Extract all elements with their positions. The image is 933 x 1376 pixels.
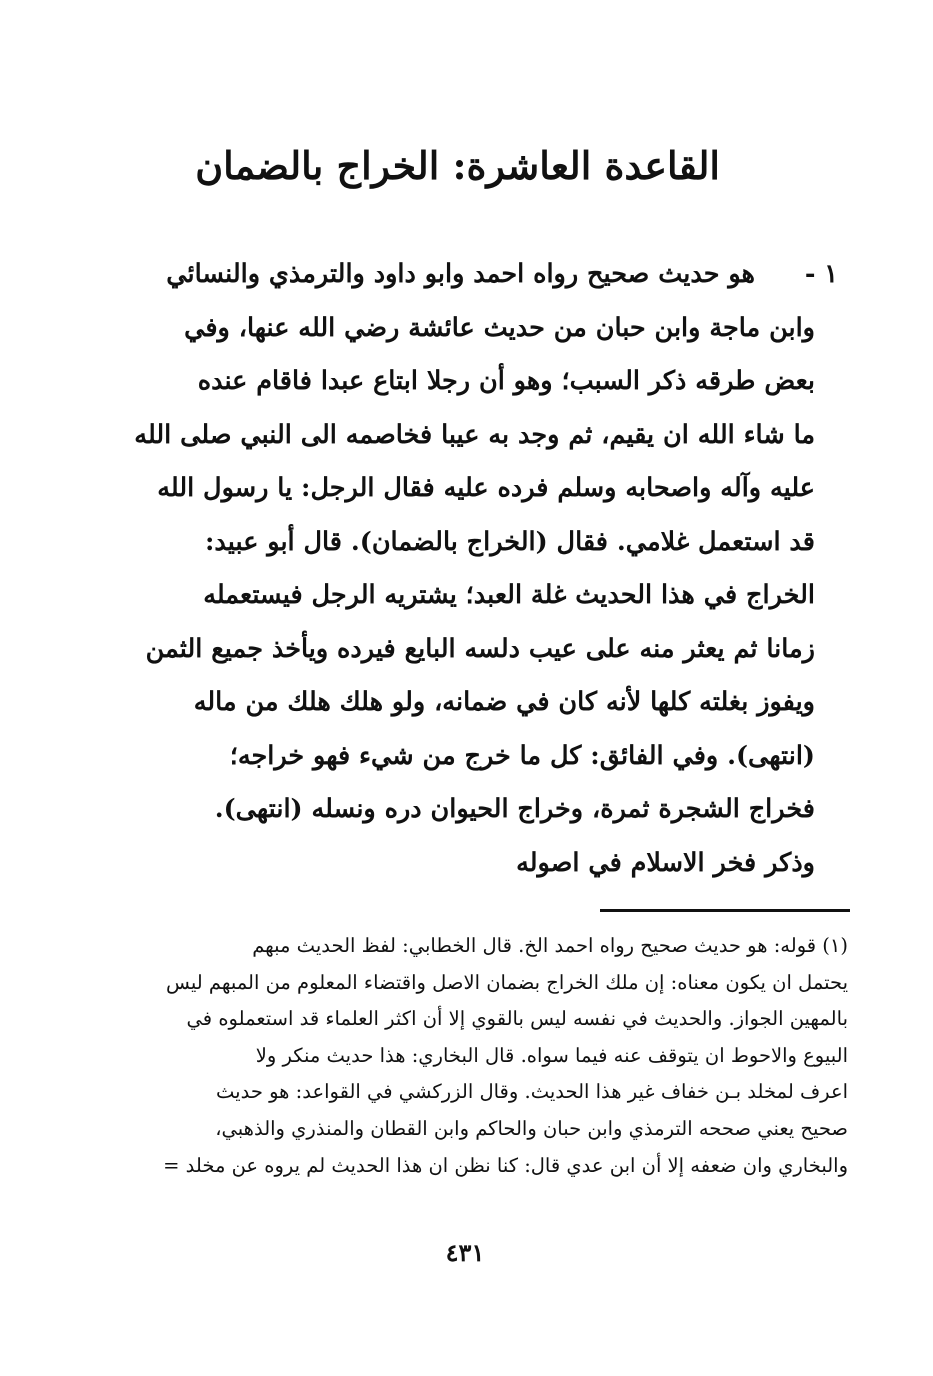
footnote-line: البيوع والاحوط ان يتوقف عنه فيما سواه. قال البخاري: هذا حديث منكر ولا	[255, 1043, 848, 1067]
footnote	[78, 928, 848, 1184]
main-text-line: عليه وآله واصحابه وسلم فرده عليه فقال الرجل: يا رسول الله	[157, 473, 815, 503]
main-text-line: فخراج الشجرة ثمرة، وخراج الحيوان دره ونسله (انتهى).	[214, 794, 815, 824]
footnote-line: اعرف لمخلد بـن خفاف غير هذا الحديث. وقال الزركشي في القواعد: هو حديث	[216, 1080, 848, 1104]
main-text-line: ويفوز بغلته كلها لأنه كان في ضمانه، ولو هلك هلك من ماله	[193, 687, 815, 717]
main-text-line: بعض طرقه ذكر السبب؛ وهو أن رجلا ابتاع عبدا فاقام عنده	[197, 366, 815, 396]
footnote-line: بالمهين الجواز. والحديث في نفسه ليس بالقوي إلا أن اكثر العلماء قد استعملوه في	[186, 1007, 848, 1031]
main-text-line: ما شاء الله ان يقيم، ثم وجد به عيبا فخاصمه الى النبي صلى الله	[134, 419, 815, 450]
main-text-line: وابن ماجة وابن حبان من حديث عائشة رضي الله عنها، وفي	[184, 312, 815, 343]
main-text-line: (انتهى). وفي الفائق: كل ما خرج من شيء فهو خراجه؛	[229, 740, 815, 771]
main-text-line: هو حديث صحيح رواه احمد وابو داود والترمذي والنسائي	[166, 259, 755, 289]
footnote-line: (١) قوله: هو حديث صحيح رواه احمد الخ. قال الخطابي: لفظ الحديث مبهم	[252, 934, 848, 957]
footnote-divider	[600, 909, 850, 912]
main-text-line: وذكر فخر الاسلام في اصوله	[516, 847, 815, 878]
main-text-line: زمانا ثم يعثر منه على عيب دلسه البايع فيرده ويأخذ جميع الثمن	[145, 633, 815, 664]
main-text	[100, 248, 815, 890]
footnote-line: يحتمل ان يكون معناه: إن ملك الخراج بضمان الاصل واقتضاء المعلوم من المبهم ليس	[166, 970, 848, 994]
footnote-line: والبخاري وان ضعفه إلا أن ابن عدي قال: كنا نظن ان هذا الحديث لم يروه عن مخلد =	[163, 1153, 848, 1177]
main-text-line: الخراج في هذا الحديث غلة العبد؛ يشتريه الرجل فيستعمله	[203, 580, 815, 610]
footnote-line: صحيح يعني صححه الترمذي وابن حبان والحاكم وابن القطان والمنذري والذهبي،	[215, 1116, 848, 1140]
main-text-line: قد استعمل غلامي. فقال (الخراج بالضمان). قال أبو عبيد:	[205, 526, 815, 557]
chapter-title: القاعدة العاشرة: الخراج بالضمان	[195, 143, 720, 188]
page-number: ٤٣١	[445, 1238, 485, 1267]
item-number: ١ -	[804, 259, 838, 289]
